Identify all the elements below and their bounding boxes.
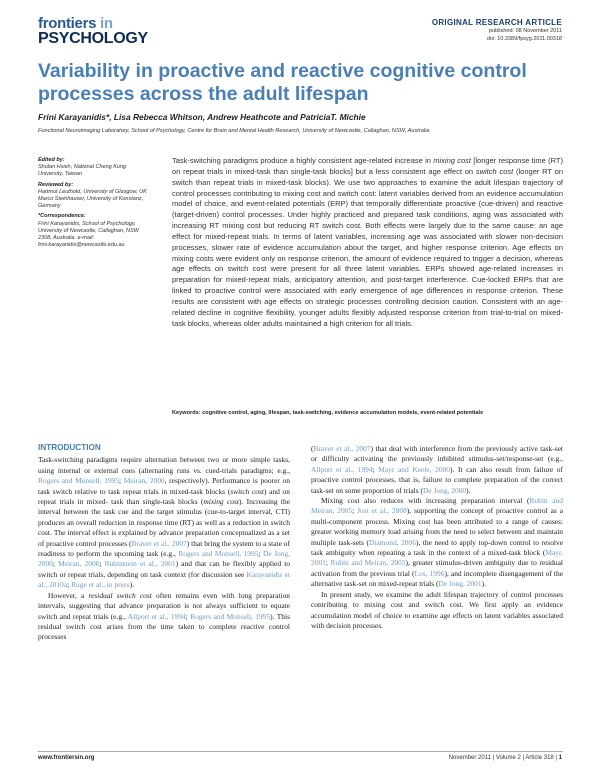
doi: doi: 10.3389/fpsyg.2011.00318 — [486, 35, 562, 42]
correspondence-label: *Correspondence: — [38, 213, 86, 220]
citation-link[interactable]: De Jong, 2001 — [438, 579, 482, 589]
citation-link[interactable]: Allport et al., 1994 — [127, 611, 186, 621]
edited-by-label: Edited by: — [38, 157, 65, 163]
abstract-emphasis: switch cost — [475, 166, 514, 176]
citation-link[interactable]: Braver et al., 2007 — [131, 538, 187, 548]
page-number: 1 — [558, 755, 562, 761]
paragraph: (Braver et al., 2007) that deal with interference from the previously active task-set or difficulty activating the previously inhibited stimulus-set/response-set (e.g., Allport et al., 1994; Mayr and Keele, 2000). It can also result from failure of proactive control processes, that is, failure to complete preparation of the correct task-set on some proportion of trials (De Jong, 2000). — [311, 444, 563, 495]
paragraph: Task-switching paradigms require alternation between two or more simple tasks, using internal or external cues (alternating runs vs. cued-trials paradigms; e.g., Rogers and Monsell, 1995; Meiran, 2000, respectively). Performance is poorer on task switch relative to task repeat trials in mixed-task blocks (switch cost) and on repeat trials in mixed- task than single-task blocks (mixing cost). Increasing the interval between the task cue and the target stimulus (cue-to-target interval, CTI) produces an overall reduction in response time (RT) as well as a reduction in switch cost. The interval effect is explained by advance preparation conceptualized as a set of proactive control processes (Braver et al., 2007) that bring the system to a state of readiness to perform the upcoming task (e.g., Rogers and Monsell, 1995; De Jong, 2000; Meiran, 2000; Rubinstein et al., 2001) and that can be flexibly applied to switch or repeat trials, depending on task context (for discussion see Karayanidis et al., 2010a; Ruge et al., in press). — [38, 455, 290, 590]
citation-link[interactable]: Braver et al., 2007 — [313, 444, 371, 453]
edited-by-text: Shulan Hsieh, National Cheng Kung University, Taiwan — [38, 164, 127, 178]
keywords — [172, 410, 563, 418]
citation-link[interactable]: Meiran, 2000 — [58, 559, 100, 569]
body-column-left — [38, 443, 290, 643]
paragraph: However, a residual switch cost often remains even with long preparation intervals, suggesting that advance preparation is not always sufficient to equate switch and repeat trials (e.g., Allport et al., 1994; Rogers and Monsell, 1995). This residual switch cost arises from the time taken to complete reactive control processes — [38, 590, 291, 642]
abstract: Task-switching paradigms produce a highly consistent age-related increase in mixing cost [longer response time (RT) on repeat trials in mixed-task than single-task blocks] but a less consistent age effect on switch cost (longer RT on switch than repeat trials in mixed-task blocks). We use two approaches to examine the adult lifespan trajectory of control processes contributing to mixing cost and switch cost: latent variables derived from an evidence accumulation model of choice, and event-related potentials (ERP) that temporally differentiate proactive (cue-driven) and reactive (target-driven) control processes. Under highly practiced and prepared task conditions, aging was associated with increasing RT mixing cost but reducing RT switch cost. Both effects were largely due to the same cause: an age effect for mixed-repeat trials. In terms of latent variables, increasing age was associated with slower non-decision processes, slower rate of evidence accumulation about the target, and higher response criterion. Age effects on mixing costs were evident only on response criterion, the amount of evidence required to trigger a decision, whereas age effects on switch cost were present for all three latent variables. ERPs showed age-related increases in preparation for mixed-repeat trials, anticipatory attention, and post-target interference. Cue-locked ERPs that are linked to proactive control were associated with early emergence of age differences in response criterion. These results are consistent with age effects on strategic processes controlling decision caution. Consistent with an age-related decline in cognitive flexibility, younger adults flexibly adjusted response criterion from trial-to-trial on mixed-task blocks, whereas older adults maintained a high criterion for all trials. — [172, 156, 563, 328]
reviewer-1: Hartmut Leuthold, University of Glasgow, UK — [38, 188, 147, 195]
citation-link[interactable]: Allport et al., 1994 — [311, 464, 373, 474]
citation-link[interactable]: Karayanidis et al., 2010a — [38, 569, 290, 590]
citation-link[interactable]: Rubinstein et al., 2001 — [104, 559, 176, 569]
citation-link[interactable]: Diamond, 2006 — [369, 537, 416, 547]
article-type: ORIGINAL RESEARCH ARTICLE — [431, 18, 562, 27]
footer-rule — [38, 751, 563, 752]
citation-link[interactable]: Rubin and Meiran, 2005 — [330, 558, 406, 568]
paragraph: In present study, we examine the adult lifespan trajectory of control processes contributing to mixing cost and switch cost. We first apply an evidence accumulation model of choice to examine age effects on latent variables associated with decision processes. — [311, 589, 563, 630]
journal-logo — [38, 16, 168, 48]
footer-site-link[interactable]: www.frontiersin.org — [38, 755, 95, 761]
editorial-sidebar — [38, 157, 152, 249]
keywords-label: Keywords: — [172, 410, 201, 416]
keywords-text: cognitive control, aging, lifespan, task-switching, evidence accumulation models, event-related potentials — [200, 410, 484, 416]
footer-issue-info: November 2011 | Volume 2 | Article 318 | 1 — [448, 755, 562, 761]
citation-link[interactable]: Meiran, 2000 — [123, 476, 165, 486]
reviewed-by-label: Reviewed by: — [38, 181, 74, 188]
published-date: published: 08 November 2011 — [489, 28, 562, 34]
article-meta — [432, 18, 562, 43]
citation-link[interactable]: Jost et al., 2008 — [357, 506, 407, 516]
body-column-right — [311, 444, 563, 631]
authors: Frini Karayanidis*, Lisa Rebecca Whitson, Andrew Heathcote and PatriciaT. Michie — [38, 112, 366, 122]
citation-link[interactable]: Rogers and Monsell, 1995 — [178, 549, 259, 559]
affiliation: Functional Neuroimaging Laboratory, School of Psychology, Centre for Brain and Mental Health Research, University of Newcastle, Callaghan, NSW, Australia — [38, 128, 430, 134]
citation-link[interactable]: De Jong, 2000 — [422, 485, 467, 495]
logo-line2: PSYCHOLOGY — [38, 30, 148, 47]
citation-link[interactable]: Ruge et al., in press — [71, 580, 130, 590]
correspondence-text: Frini Karayanidis, School of Psychology, University of Newcastle, Callaghan, NSW 2308, Australia. e-mail: frini.karayanidis@newcastle.edu.au — [38, 220, 139, 249]
citation-link[interactable]: Rogers and Monsell, 1995 — [38, 476, 119, 486]
citation-link[interactable]: Rubin and Meiran, 2005 — [311, 496, 563, 516]
paragraph: Mixing cost also reduces with increasing preparation interval (Rubin and Meiran, 2005; Jost et al., 2008), supporting the concept of proactive control as a multi-component process. Mixing cost has been attributed to a range of causes: greater working memory load arising from the need to select between and maintain multiple task-sets (Diamond, 2006), the need to apply top-down control to resolve task ambiguity when repeating a task in the context of a mixed-task block (Mayr, 2001; Rubin and Meiran, 2005), greater stimulus-driven ambiguity due to residual activation from the previous trial (Los, 1996), and incomplete disengagement of the alternative task-set on mixed-repeat trials (De Jong, 2001). — [311, 496, 564, 589]
citation-link[interactable]: Mayr and Keele, 2000 — [378, 464, 451, 474]
citation-link[interactable]: Mayr, 2001 — [311, 548, 563, 568]
citation-link[interactable]: Rogers and Monsell, 1995 — [190, 611, 271, 621]
article-title: Variability in proactive and reactive cognitive control processes across the adult lifespan — [38, 60, 527, 105]
citation-link[interactable]: De Jong, 2000 — [38, 549, 290, 569]
logo-line1: frontiers in — [38, 15, 113, 32]
reviewer-2: Marco Steinhauser, University of Konstanz, Germany — [38, 196, 144, 210]
citation-link[interactable]: Los, 1996 — [414, 568, 445, 578]
abstract-emphasis: mixing cost — [433, 156, 471, 165]
section-heading-introduction: INTRODUCTION — [38, 443, 101, 452]
